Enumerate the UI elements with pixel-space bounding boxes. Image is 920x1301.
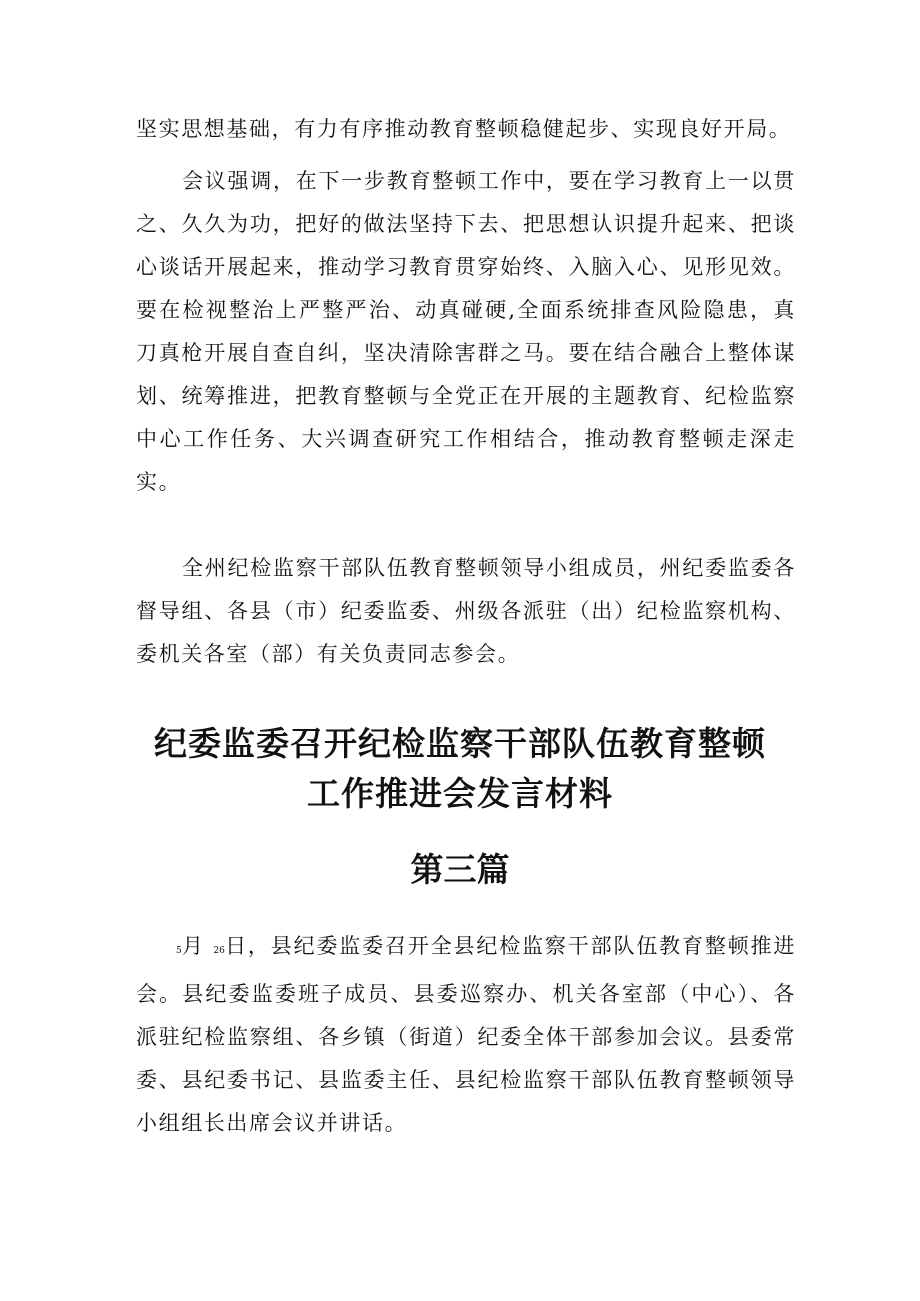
article-title-line2: 工作推进会发言材料 bbox=[307, 774, 613, 813]
paragraph-county-meeting bbox=[136, 925, 796, 1145]
paragraph-continuation: 坚实思想基础，有力有序推动教育整顿稳健起步、实现良好开局。 bbox=[136, 117, 792, 141]
paragraph-meeting-emphasis: 会议强调，在下一步教育整顿工作中，要在学习教育上一以贯之、久久为功，把好的做法坚持下去、把思想认识提升起来、把谈心谈话开展起来，推动学习教育贯穿始终、入脑入心、见形见效。要在检视整治上严整严治、动真碰硬,全面系统排查风险隐患，真刀真枪开展自查自纠，坚决清除害群之马。要在结合融合上整体谋划、统筹推进，把教育整顿与全党正在开展的主题教育、纪检监察中心工作任务、大兴调查研究工作相结合，推动教育整顿走深走实。 bbox=[136, 169, 796, 494]
date-day: 26 bbox=[213, 946, 225, 956]
section-heading: 第三篇 bbox=[410, 850, 510, 889]
date-month: 5 bbox=[176, 946, 182, 956]
paragraph-attendees: 全州纪检监察干部队伍教育整顿领导小组成员，州纪委监委各督导组、各县（市）纪委监委、州级各派驻（出）纪检监察机构、委机关各室（部）有关负责同志参会。 bbox=[136, 556, 796, 666]
date-month-label: 月 bbox=[181, 934, 205, 958]
paragraph-county-meeting-text: 日，县纪委监委召开全县纪检监察干部队伍教育整顿推进会。县纪委监委班子成员、县委巡察办、机关各室部（中心）、各派驻纪检监察组、各乡镇（街道）纪委全体干部参加会议。县委常委、县纪委书记、县监委主任、县纪检监察干部队伍教育整顿领导小组组长出席会议并讲话。 bbox=[136, 934, 797, 1135]
article-title-line1: 纪委监委召开纪检监察干部队伍教育整顿 bbox=[154, 724, 766, 763]
